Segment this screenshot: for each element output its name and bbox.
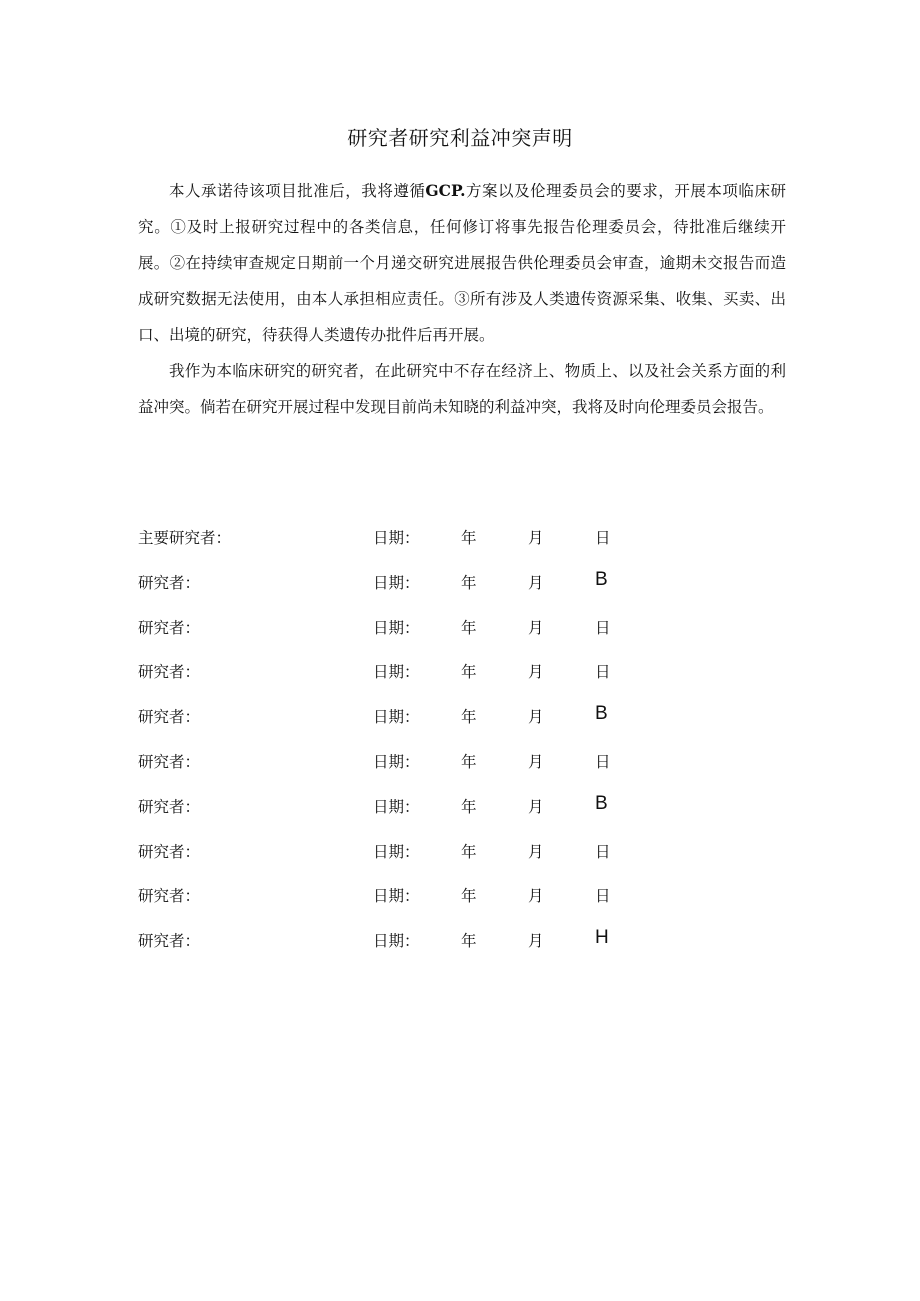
signature-date-label: 日期： (373, 663, 420, 682)
signature-year-label: 年 (461, 708, 477, 727)
page-title: 研究者研究利益冲突声明 (347, 126, 573, 150)
signature-date-label: 日期： (373, 932, 420, 951)
signature-year-label: 年 (461, 797, 477, 816)
signature-role-label: 研究者： (138, 663, 201, 682)
declaration-body (138, 173, 786, 425)
signature-table (138, 522, 638, 970)
signature-month-label: 月 (528, 708, 544, 727)
signature-row (138, 612, 638, 657)
signature-day-label: 日 (595, 618, 611, 637)
signature-role-label: 研究者： (138, 842, 201, 861)
signature-date-label: 日期： (373, 797, 420, 816)
signature-month-label: 月 (528, 932, 544, 951)
signature-role-label: 主要研究者： (138, 529, 232, 547)
signature-year-label: 年 (461, 842, 477, 861)
signature-day-label: B (595, 568, 608, 590)
signature-day-label: B (595, 792, 608, 814)
signature-row (138, 836, 638, 881)
signature-role-label: 研究者： (138, 932, 201, 951)
signature-date-label: 日期： (373, 529, 420, 547)
signature-row (138, 880, 638, 925)
signature-row (138, 656, 638, 701)
signature-month-label: 月 (528, 529, 544, 547)
paragraph-1-text-rest: 方案以及伦理委员会的要求，开展本项临床研究。①及时上报研究过程中的各类信息，任何修订将事先报告伦理委员会，待批准后继续开展。②在持续审查规定日期前一个月递交研究进展报告供伦理委员会审查，逾期未交报告而造成研究数据无法使用，由本人承担相应责任。③所有涉及人类遗传资源采集、收集、买卖、出口、出境的研究，待获得人类遗传办批件后再开展。 (138, 182, 786, 344)
signature-role-label: 研究者： (138, 618, 201, 637)
signature-row (138, 522, 638, 567)
signature-date-label: 日期： (373, 842, 420, 861)
signature-date-label: 日期： (373, 887, 420, 906)
signature-role-label: 研究者： (138, 573, 201, 592)
signature-year-label: 年 (461, 887, 477, 906)
signature-month-label: 月 (528, 842, 544, 861)
signature-month-label: 月 (528, 887, 544, 906)
signature-row (138, 925, 638, 970)
signature-role-label: 研究者： (138, 887, 201, 906)
signature-month-label: 月 (528, 573, 544, 592)
signature-year-label: 年 (461, 663, 477, 682)
signature-day-label: 日 (595, 842, 611, 861)
signature-day-label: 日 (595, 752, 611, 771)
signature-month-label: 月 (528, 797, 544, 816)
declaration-paragraph-1 (138, 173, 786, 353)
signature-month-label: 月 (528, 663, 544, 682)
signature-date-label: 日期： (373, 573, 420, 592)
signature-row (138, 746, 638, 791)
signature-day-label: H (595, 927, 609, 949)
signature-role-label: 研究者： (138, 752, 201, 771)
signature-day-label: 日 (595, 663, 611, 682)
signature-row (138, 701, 638, 746)
paragraph-1-text-start: 本人承诺待该项目批准后，我将遵循 (169, 182, 426, 200)
declaration-paragraph-2: 我作为本临床研究的研究者，在此研究中不存在经济上、物质上、以及社会关系方面的利益冲突。倘若在研究开展过程中发现目前尚未知晓的利益冲突，我将及时向伦理委员会报告。 (138, 362, 786, 416)
signature-role-label: 研究者： (138, 797, 201, 816)
signature-date-label: 日期： (373, 708, 420, 727)
gcp-bold-text: GCP. (425, 181, 466, 200)
signature-year-label: 年 (461, 618, 477, 637)
signature-day-label: 日 (595, 887, 611, 906)
signature-role-label: 研究者： (138, 708, 201, 727)
signature-month-label: 月 (528, 752, 544, 771)
signature-date-label: 日期： (373, 618, 420, 637)
signature-row (138, 567, 638, 612)
signature-date-label: 日期： (373, 752, 420, 771)
signature-year-label: 年 (461, 752, 477, 771)
signature-year-label: 年 (461, 932, 477, 951)
signature-day-label: 日 (595, 529, 611, 547)
signature-year-label: 年 (461, 573, 477, 592)
signature-row (138, 791, 638, 836)
signature-day-label: B (595, 703, 608, 725)
signature-month-label: 月 (528, 618, 544, 637)
signature-year-label: 年 (461, 529, 477, 547)
